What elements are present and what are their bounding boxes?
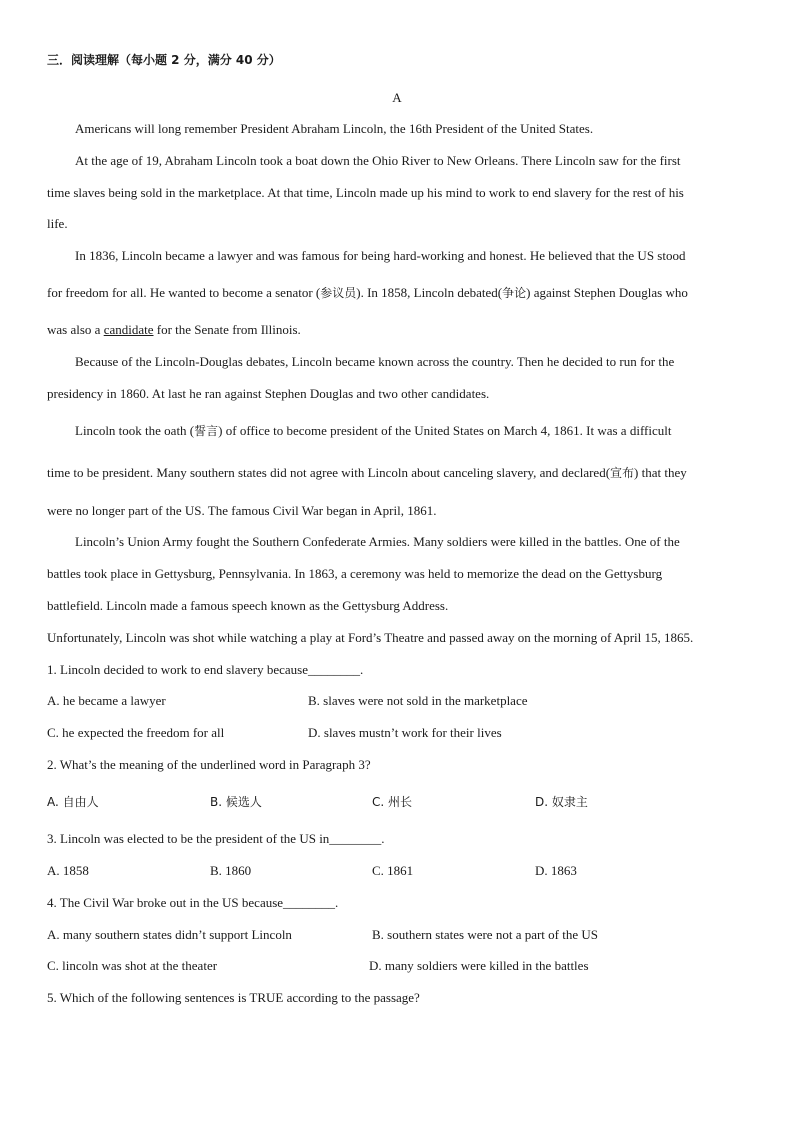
question-1-option-c[interactable]: C. he expected the freedom for all — [47, 725, 225, 740]
question-2-option-b[interactable]: B. 候选人 — [210, 795, 262, 809]
paragraph-2-line-1: At the age of 19, Abraham Lincoln took a boat down the Ohio River to New Orleans. There Lincoln saw for the first — [75, 153, 681, 168]
paragraph-3-line-2 — [47, 285, 752, 301]
text-run: ) of office to become president of the United States on March 4, 1861. It was a difficult — [218, 423, 672, 438]
question-3-stem: 3. Lincoln was elected to be the president of the US in________. — [47, 831, 385, 846]
paragraph-7: Unfortunately, Lincoln was shot while watching a play at Ford’s Theatre and passed away on the morning of April 15, 1865. — [47, 630, 694, 645]
question-1-option-d[interactable]: D. slaves mustn’t work for their lives — [308, 725, 502, 740]
question-3-option-b[interactable]: B. 1860 — [210, 863, 252, 878]
text-run: for the Senate from Illinois. — [153, 322, 301, 337]
text-run: Lincoln took the oath ( — [75, 423, 195, 438]
chinese-gloss: 誓言 — [194, 424, 219, 438]
question-3-option-d[interactable]: D. 1863 — [535, 863, 577, 878]
question-4-stem: 4. The Civil War broke out in the US because________. — [47, 895, 339, 910]
question-4-option-d[interactable]: D. many soldiers were killed in the battles — [369, 958, 589, 973]
text-run: ) that they — [634, 465, 687, 480]
paragraph-6-line-2: battles took place in Gettysburg, Pennsylvania. In 1863, a ceremony was held to memorize the dead on the Gettysburg — [47, 566, 663, 581]
paragraph-2-line-3: life. — [47, 216, 68, 231]
paragraph-1: Americans will long remember President Abraham Lincoln, the 16th President of the United States. — [75, 121, 594, 136]
underlined-word: candidate — [103, 322, 154, 337]
chinese-gloss: 宣布 — [610, 466, 635, 480]
paragraph-3-line-1: In 1836, Lincoln became a lawyer and was famous for being hard-working and honest. He believed that the US stood — [75, 248, 686, 263]
question-1-option-a[interactable]: A. he became a lawyer — [47, 693, 166, 708]
text-run: for freedom for all. He wanted to become a senator ( — [47, 285, 321, 300]
question-2-stem: 2. What’s the meaning of the underlined word in Paragraph 3? — [47, 757, 371, 772]
text-run: ) against Stephen Douglas who — [526, 285, 688, 300]
chinese-gloss: 参议员 — [320, 286, 357, 300]
paragraph-4-line-2: presidency in 1860. At last he ran against Stephen Douglas and two other candidates. — [47, 386, 490, 401]
question-5-stem: 5. Which of the following sentences is TRUE according to the passage? — [47, 990, 420, 1005]
question-4-option-b[interactable]: B. southern states were not a part of the US — [372, 927, 599, 942]
question-2-option-d[interactable]: D. 奴隶主 — [535, 795, 588, 809]
paragraph-2-line-2: time slaves being sold in the marketplace. At that time, Lincoln made up his mind to work to end slavery for the rest of his — [47, 185, 684, 200]
paragraph-5-line-2 — [47, 465, 752, 481]
question-3-option-c[interactable]: C. 1861 — [372, 863, 414, 878]
question-3-option-a[interactable]: A. 1858 — [47, 863, 89, 878]
question-2-option-a[interactable]: A. 自由人 — [47, 795, 99, 809]
text-run: time to be president. Many southern states did not agree with Lincoln about canceling slavery, and declared( — [47, 465, 611, 480]
question-2-option-c[interactable]: C. 州长 — [372, 795, 413, 809]
paragraph-4-line-1: Because of the Lincoln-Douglas debates, Lincoln became known across the country. Then he decided to run for the — [75, 354, 675, 369]
text-run: ). In 1858, Lincoln debated( — [356, 285, 503, 300]
question-1-stem: 1. Lincoln decided to work to end slavery because________. — [47, 662, 364, 677]
chinese-gloss: 争论 — [502, 286, 527, 300]
question-4-option-a[interactable]: A. many southern states didn’t support Lincoln — [47, 927, 292, 942]
paragraph-6-line-3: battlefield. Lincoln made a famous speech known as the Gettysburg Address. — [47, 598, 449, 613]
paragraph-6-line-1: Lincoln’s Union Army fought the Southern Confederate Armies. Many soldiers were killed in the battles. One of the — [75, 534, 680, 549]
passage-label: A — [392, 90, 402, 105]
question-1-option-b[interactable]: B. slaves were not sold in the marketplace — [308, 693, 528, 708]
paragraph-5-line-3: were no longer part of the US. The famous Civil War began in April, 1861. — [47, 503, 437, 518]
paragraph-5-line-1 — [75, 423, 780, 439]
text-run: was also a — [47, 322, 104, 337]
question-4-option-c[interactable]: C. lincoln was shot at the theater — [47, 958, 218, 973]
section-title: 三．阅读理解（每小题 2 分，满分 40 分） — [47, 53, 281, 67]
paragraph-3-line-3 — [47, 322, 752, 338]
